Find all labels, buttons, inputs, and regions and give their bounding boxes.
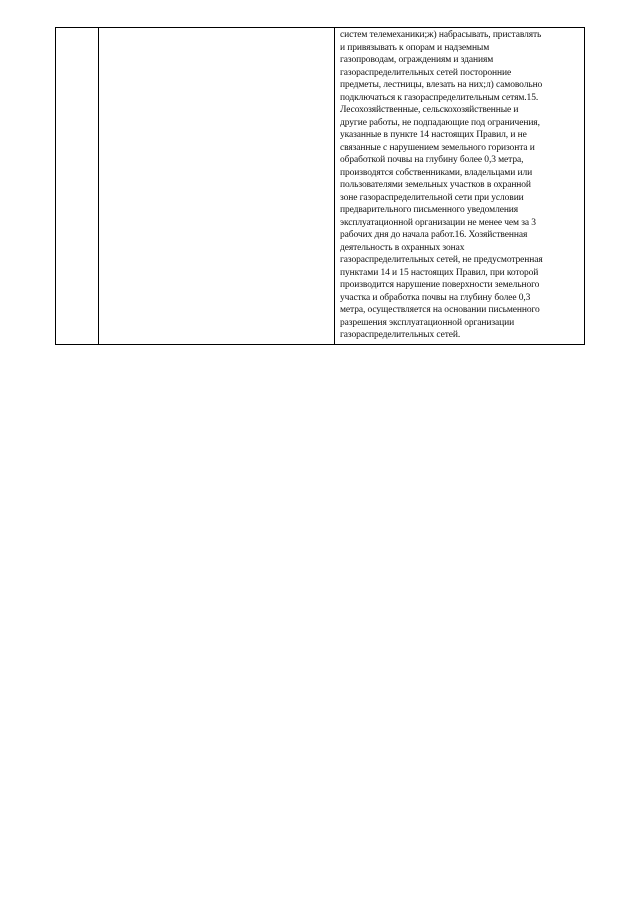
document-table [55, 27, 585, 345]
cell-name-text [99, 28, 334, 31]
table-cell-number [56, 28, 99, 345]
table-row [56, 28, 585, 345]
cell-number-text [56, 28, 98, 31]
table-cell-content [335, 28, 585, 345]
cell-content-text: систем телемеханики;ж) набрасывать, приставлять и привязывать к опорам и надземным газопроводам, ограждениям и зданиям газораспределительных сетей посторонние предметы, лестницы, влезать на них;л) самовольно подключаться к газораспределительным сетям.15. Лесохозяйственные, сельскохозяйственные и другие работы, не подпадающие под ограничения, указанные в пункте 14 настоящих Правил, и не связанные с нарушением земельного горизонта и обработкой почвы на глубину более 0,3 метра, производятся собственниками, владельцами или пользователями земельных участков в охранной зоне газораспределительной сети при условии предварительного письменного уведомления эксплуатационной организации не менее чем за 3 рабочих дня до начала работ.16. Хозяйственная деятельность в охранных зонах газораспределительных сетей, не предусмотренная пунктами 14 и 15 настоящих Правил, при которой производится нарушение поверхности земельного участка и обработка почвы на глубину более 0,3 метра, осуществляется на основании письменного разрешения эксплуатационной организации газораспределительных сетей. [340, 30, 543, 340]
table-cell-name [99, 28, 335, 345]
